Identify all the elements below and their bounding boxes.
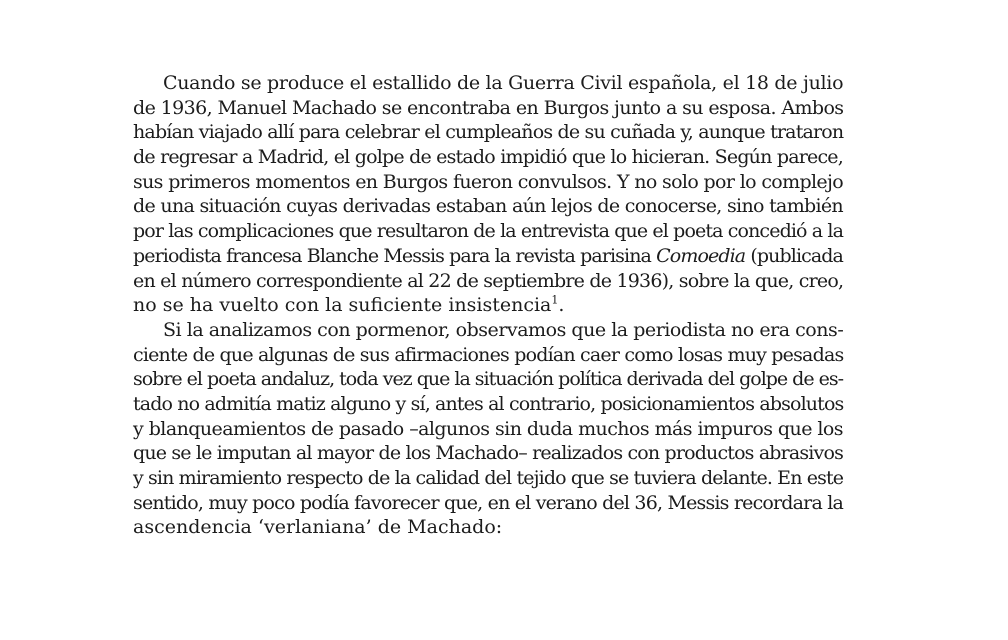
paragraph-line: sentido, muy poco podía favorecer que, en el verano del 36, Messis recordara la [133, 491, 843, 514]
paragraph-line: sus primeros momentos en Burgos fueron convulsos. Y no solo por lo complejo [133, 170, 843, 193]
footnote-marker[interactable]: 1 [551, 293, 559, 307]
paragraph-line: de una situación cuyas derivadas estaban aún lejos de conocerse, sino también [133, 195, 843, 218]
line-text: periodista francesa Blanche Messis para la revista parisina [133, 244, 657, 267]
paragraph-line [133, 293, 843, 318]
paragraph-line: Cuando se produce el estallido de la Guerra Civil española, el 18 de julio [163, 72, 844, 94]
paragraph-line: tado no admitía matiz alguno y sí, antes al contrario, posicionamientos absolutos [133, 392, 844, 415]
paragraph-line: sobre el poeta andaluz, toda vez que la situación política derivada del golpe de es- [133, 368, 843, 391]
paragraph-line: en el número correspondiente al 22 de septiembre de 1936), sobre la que, creo, [133, 269, 844, 292]
paragraph-line: por las complicaciones que resultaron de la entrevista que el poeta concedió a la [133, 220, 844, 243]
paragraph-1 [133, 71, 843, 318]
paragraph-2 [133, 318, 843, 540]
paragraph-line: habían viajado allí para celebrar el cumpleaños de su cuñada y, aunque trataron [133, 121, 844, 144]
body-text [133, 71, 843, 540]
paragraph-line: y sin miramiento respecto de la calidad del tejido que se tuviera delante. En este [133, 467, 844, 489]
paragraph-line [133, 244, 843, 269]
line-text: . [558, 294, 565, 317]
journal-title: Comoedia [656, 244, 746, 267]
line-text: (publicada [745, 244, 843, 267]
paragraph-line: ciente de que algunas de sus afirmaciones podían caer como losas muy pesadas [133, 343, 844, 366]
paragraph-line: que se le imputan al mayor de los Machado– realizados con productos abrasivos [133, 442, 843, 465]
paragraph-line: y blanqueamientos de pasado –algunos sin duda muchos más impuros que los [133, 417, 843, 440]
paragraph-line: de regresar a Madrid, el golpe de estado impidió que lo hicieran. Según parece, [133, 146, 843, 169]
paragraph-line: de 1936, Manuel Machado se encontraba en Burgos junto a su esposa. Ambos [133, 96, 844, 119]
paragraph-line: ascendencia ‘verlaniana’ de Machado: [133, 516, 503, 539]
paragraph-line: Si la analizamos con pormenor, observamos que la periodista no era cons- [163, 318, 844, 341]
line-text: no se ha vuelto con la suficiente insistencia [133, 294, 552, 317]
